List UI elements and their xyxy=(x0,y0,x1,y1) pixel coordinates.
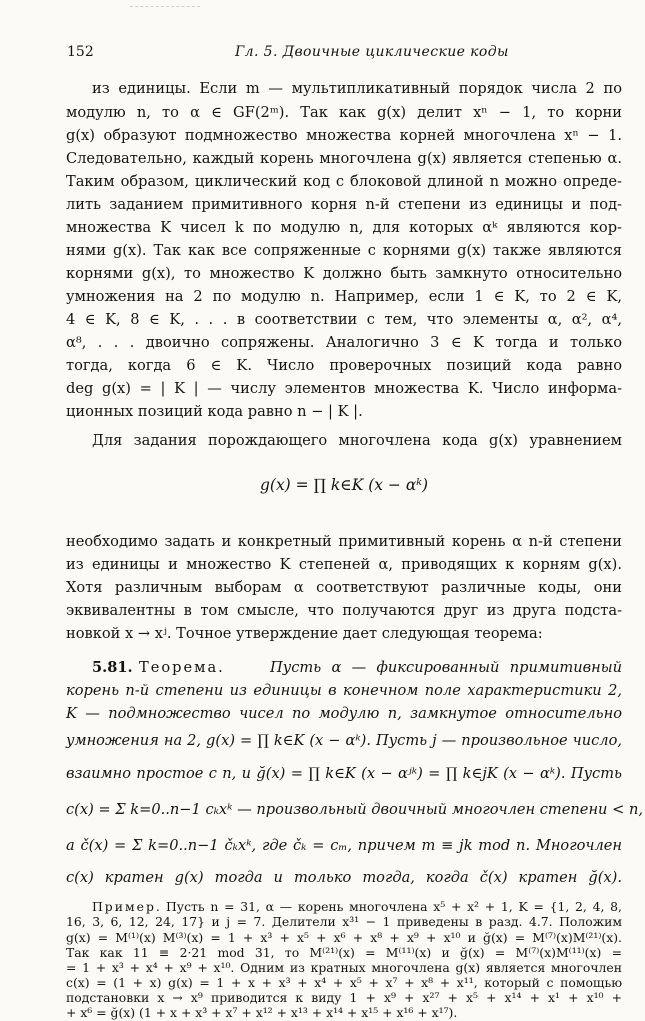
text-line: корнями g(x), то множество K должно быть замкнуто относительно xyxy=(66,265,622,282)
theorem-line: корень n-й степени из единицы в конечном поле характеристики 2, xyxy=(66,682,622,699)
theorem-title: Теорема. xyxy=(139,659,225,676)
theorem-line: K — подмножество чисел по модулю n, замкнутое относительно xyxy=(66,705,622,722)
text-line: эквивалентны в том смысле, что получаются друг из друга подста- xyxy=(66,602,622,619)
example-line: c(x) = (1 + x) g(x) = 1 + x + x³ + x⁴ + x⁵ + x⁷ + x⁸ + x¹¹, который с помощью xyxy=(66,975,622,990)
theorem-number: 5.81. xyxy=(92,659,133,676)
text-line: множества K чисел k по модулю n, для которых αᵏ являются кор- xyxy=(66,219,622,236)
text-line: Следовательно, каждый корень многочлена g(x) является степенью α. xyxy=(66,150,622,167)
text-line: Таким образом, циклический код с блоковой длиной n можно опреде- xyxy=(66,173,622,190)
example-label: Пример. xyxy=(92,899,162,914)
text-line: Для задания порождающего многочлена кода g(x) уравнением xyxy=(92,432,622,449)
text-line: нями g(x). Так как все сопряженные с корнями g(x) также являются xyxy=(66,242,622,259)
example-line: = 1 + x³ + x⁴ + x⁹ + x¹⁰. Одним из кратных многочлена g(x) является многочлен xyxy=(66,960,622,975)
example-line: 16, 3, 6, 12, 24, 17} и j = 7. Делители x³¹ − 1 приведены в разд. 4.7. Положим xyxy=(66,914,622,929)
scan-artifact xyxy=(130,6,200,9)
theorem-line: взаимно простое с n, и ğ(x) = ∏ k∈K (x − αʲᵏ) = ∏ k∈jK (x − αᵏ). Пусть xyxy=(66,765,622,782)
text-line: из единицы. Если m — мультипликативный порядок числа 2 по xyxy=(92,80,622,97)
text-line: умножения на 2 по модулю n. Например, если 1 ∈ K, то 2 ∈ K, xyxy=(66,288,622,305)
example-line: g(x) = M⁽¹⁾(x) M⁽³⁾(x) = 1 + x³ + x⁵ + x⁶ + x⁸ + x⁹ + x¹⁰ и ğ(x) = M⁽⁷⁾(x)M⁽²¹⁾(x). xyxy=(66,930,622,945)
text-line: необходимо задать и конкретный примитивный корень α n-й степени xyxy=(66,533,622,550)
display-equation: g(x) = ∏ k∈K (x − αᵏ) xyxy=(259,476,429,494)
example-line: подстановки x → x⁹ приводится к виду 1 + x⁹ + x²⁷ + x⁵ + x¹⁴ + x¹ + x¹⁰ + xyxy=(66,990,622,1005)
example-line: Так как 11 ≡ 2·21 mod 31, то M⁽²¹⁾(x) = M⁽¹¹⁾(x) и ğ(x) = M⁽⁷⁾(x)M⁽¹¹⁾(x) = xyxy=(66,945,622,960)
text-line: 4 ∈ K, 8 ∈ K, . . . в соответствии с тем, что элементы α, α², α⁴, xyxy=(66,311,622,328)
text-line: ционных позиций кода равно n − | K |. xyxy=(66,403,363,420)
text-line: g(x) образуют подмножество множества корней многочлена xⁿ − 1. xyxy=(66,127,622,144)
text-line: deg g(x) = | K | — числу элементов множества K. Число информа- xyxy=(66,380,622,397)
text-line: лить заданием примитивного корня n-й степени из единицы и под- xyxy=(66,196,622,213)
theorem-line: c(x) = Σ k=0..n−1 cₖxᵏ — произвольный двоичный многочлен степени < n, xyxy=(66,801,644,818)
text-line: из единицы и множество K степеней α, приводящих к корням g(x). xyxy=(66,556,622,573)
page-number: 152 xyxy=(67,44,94,60)
theorem-line: Пусть α — фиксированный примитивный xyxy=(270,659,622,676)
theorem-line: а č(x) = Σ k=0..n−1 čₖxᵏ, где čₖ = cₘ, причем m ≡ jk mod n. Многочлен xyxy=(66,837,622,854)
text-line: тогда, когда 6 ∈ K. Число проверочных позиций кода равно xyxy=(66,357,622,374)
text-line: α⁸, . . . двоично сопряжены. Аналогично 3 ∈ K тогда и только xyxy=(66,334,622,351)
example-line: Пусть n = 31, α — корень многочлена x⁵ + x² + 1, K = {1, 2, 4, 8, xyxy=(166,899,622,914)
theorem-line: c(x) кратен g(x) тогда и только тогда, когда č(x) кратен ğ(x). xyxy=(66,869,622,886)
running-head: Гл. 5. Двоичные циклические коды xyxy=(235,44,509,60)
theorem-line: умножения на 2, g(x) = ∏ k∈K (x − αᵏ). Пусть j — произвольное число, xyxy=(66,732,622,749)
text-line: Хотя различным выборам α соответствуют различные коды, они xyxy=(66,579,622,596)
example-line: + x⁶ = ğ(x) (1 + x + x³ + x⁷ + x¹² + x¹³ + x¹⁴ + x¹⁵ + x¹⁶ + x¹⁷). xyxy=(66,1005,458,1020)
text-line: модулю n, то α ∈ GF(2ᵐ). Так как g(x) делит xⁿ − 1, то корни xyxy=(66,104,622,121)
text-line: новкой x → xʲ. Точное утверждение дает следующая теорема: xyxy=(66,625,543,642)
